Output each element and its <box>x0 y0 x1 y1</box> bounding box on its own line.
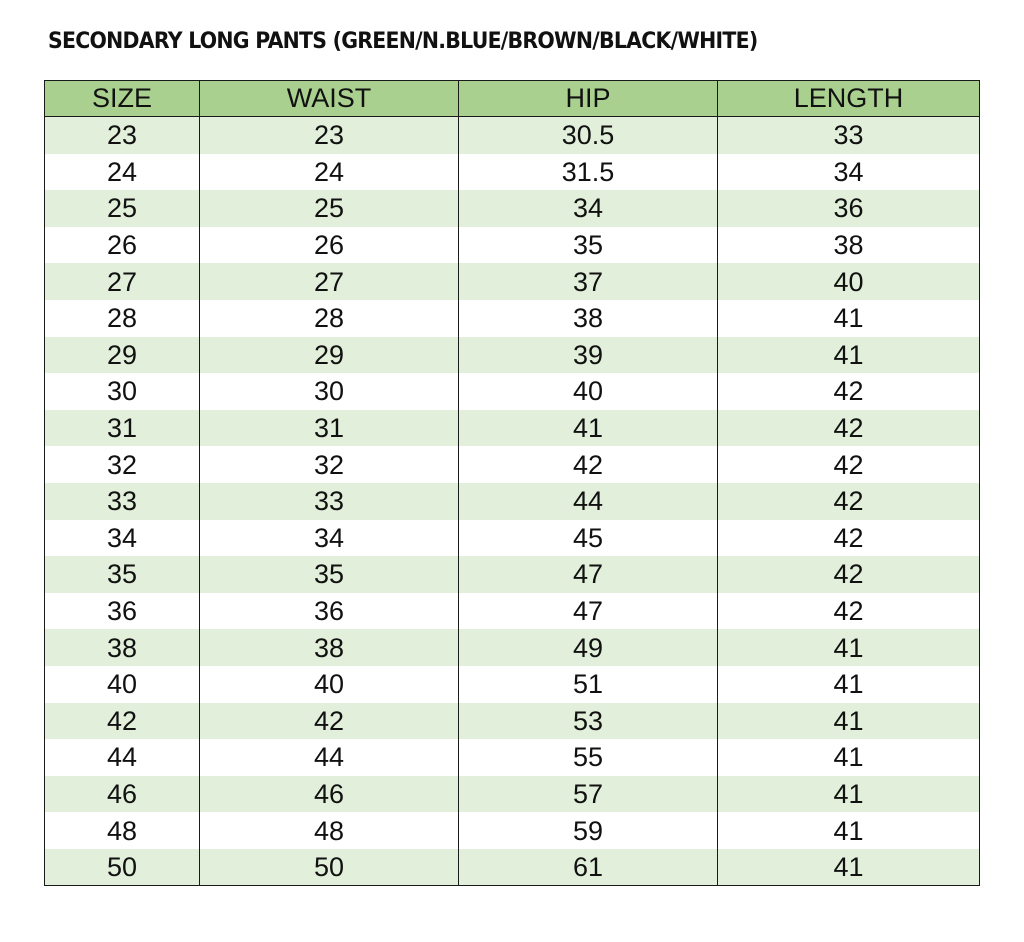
cell-length: 41 <box>718 300 980 337</box>
cell-hip: 44 <box>459 483 718 520</box>
cell-length: 41 <box>718 776 980 813</box>
table-row <box>45 190 980 227</box>
cell-length: 42 <box>718 446 980 483</box>
cell-length: 36 <box>718 190 980 227</box>
cell-size: 31 <box>45 410 200 447</box>
cell-hip: 45 <box>459 520 718 557</box>
cell-size: 40 <box>45 666 200 703</box>
table-row <box>45 227 980 264</box>
column-header-size: SIZE <box>45 81 200 117</box>
table-row <box>45 337 980 374</box>
cell-hip: 41 <box>459 410 718 447</box>
cell-length: 40 <box>718 263 980 300</box>
cell-length: 41 <box>718 666 980 703</box>
cell-size: 35 <box>45 556 200 593</box>
cell-waist: 31 <box>200 410 459 447</box>
cell-hip: 53 <box>459 703 718 740</box>
cell-waist: 50 <box>200 849 459 886</box>
cell-waist: 28 <box>200 300 459 337</box>
cell-waist: 30 <box>200 373 459 410</box>
cell-length: 41 <box>718 629 980 666</box>
cell-hip: 34 <box>459 190 718 227</box>
cell-length: 34 <box>718 154 980 191</box>
cell-length: 42 <box>718 410 980 447</box>
table-row <box>45 629 980 666</box>
column-header-length: LENGTH <box>718 81 980 117</box>
cell-length: 42 <box>718 593 980 630</box>
cell-hip: 35 <box>459 227 718 264</box>
cell-waist: 35 <box>200 556 459 593</box>
table-row <box>45 776 980 813</box>
cell-size: 27 <box>45 263 200 300</box>
column-header-waist: WAIST <box>200 81 459 117</box>
cell-size: 38 <box>45 629 200 666</box>
table-row <box>45 593 980 630</box>
table-row <box>45 446 980 483</box>
cell-length: 42 <box>718 520 980 557</box>
table-row <box>45 263 980 300</box>
cell-size: 44 <box>45 739 200 776</box>
cell-waist: 40 <box>200 666 459 703</box>
table-row <box>45 812 980 849</box>
cell-hip: 39 <box>459 337 718 374</box>
table-header-row <box>45 81 980 117</box>
table-row <box>45 556 980 593</box>
cell-hip: 40 <box>459 373 718 410</box>
cell-hip: 31.5 <box>459 154 718 191</box>
cell-waist: 23 <box>200 117 459 154</box>
cell-hip: 57 <box>459 776 718 813</box>
cell-hip: 47 <box>459 556 718 593</box>
cell-waist: 26 <box>200 227 459 264</box>
cell-size: 30 <box>45 373 200 410</box>
cell-waist: 48 <box>200 812 459 849</box>
cell-hip: 38 <box>459 300 718 337</box>
cell-size: 32 <box>45 446 200 483</box>
column-header-hip: HIP <box>459 81 718 117</box>
cell-size: 23 <box>45 117 200 154</box>
cell-size: 24 <box>45 154 200 191</box>
cell-hip: 47 <box>459 593 718 630</box>
cell-waist: 46 <box>200 776 459 813</box>
table-row <box>45 739 980 776</box>
cell-length: 41 <box>718 703 980 740</box>
cell-length: 38 <box>718 227 980 264</box>
cell-size: 50 <box>45 849 200 886</box>
cell-size: 29 <box>45 337 200 374</box>
table-row <box>45 373 980 410</box>
table-row <box>45 410 980 447</box>
cell-length: 42 <box>718 556 980 593</box>
cell-length: 41 <box>718 849 980 886</box>
cell-size: 33 <box>45 483 200 520</box>
table-row <box>45 666 980 703</box>
cell-length: 41 <box>718 739 980 776</box>
cell-waist: 27 <box>200 263 459 300</box>
cell-hip: 55 <box>459 739 718 776</box>
cell-size: 48 <box>45 812 200 849</box>
cell-length: 42 <box>718 373 980 410</box>
cell-hip: 59 <box>459 812 718 849</box>
cell-size: 34 <box>45 520 200 557</box>
cell-waist: 33 <box>200 483 459 520</box>
cell-size: 36 <box>45 593 200 630</box>
cell-length: 42 <box>718 483 980 520</box>
cell-waist: 32 <box>200 446 459 483</box>
document-title: SECONDARY LONG PANTS (GREEN/N.BLUE/BROWN/BLACK/WHITE) <box>48 29 758 54</box>
cell-size: 42 <box>45 703 200 740</box>
table-row <box>45 703 980 740</box>
table-row <box>45 520 980 557</box>
cell-waist: 29 <box>200 337 459 374</box>
cell-size: 28 <box>45 300 200 337</box>
table-row <box>45 154 980 191</box>
cell-waist: 38 <box>200 629 459 666</box>
cell-length: 41 <box>718 812 980 849</box>
cell-hip: 51 <box>459 666 718 703</box>
size-chart-table <box>44 80 980 886</box>
cell-hip: 42 <box>459 446 718 483</box>
cell-length: 33 <box>718 117 980 154</box>
table-body <box>45 117 980 886</box>
cell-size: 25 <box>45 190 200 227</box>
cell-waist: 34 <box>200 520 459 557</box>
table-row <box>45 117 980 154</box>
cell-hip: 49 <box>459 629 718 666</box>
cell-waist: 36 <box>200 593 459 630</box>
table-row <box>45 300 980 337</box>
cell-hip: 61 <box>459 849 718 886</box>
cell-size: 26 <box>45 227 200 264</box>
cell-waist: 42 <box>200 703 459 740</box>
cell-waist: 44 <box>200 739 459 776</box>
cell-size: 46 <box>45 776 200 813</box>
table-row <box>45 483 980 520</box>
cell-waist: 25 <box>200 190 459 227</box>
cell-length: 41 <box>718 337 980 374</box>
cell-hip: 37 <box>459 263 718 300</box>
table-row <box>45 849 980 886</box>
cell-hip: 30.5 <box>459 117 718 154</box>
cell-waist: 24 <box>200 154 459 191</box>
